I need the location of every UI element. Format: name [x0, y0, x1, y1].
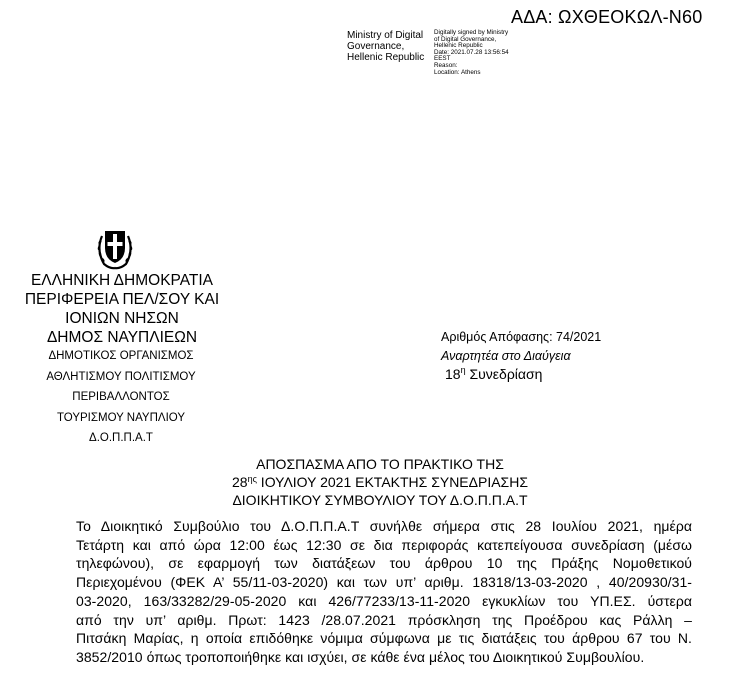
- body-line: 03-2020, 163/33282/29-05-2020 και 426/77233/13-11-2020 εγκυκλίων του ΥΠ.ΕΣ. ύστερα: [76, 592, 692, 609]
- signature-detail-line: Date: 2021.07.28 13:56:54: [434, 48, 509, 56]
- body-line: τηλεφώνου), σε εφαρμογή των διατάξεων του άρθρου 10 της Πράξης Νομοθετικού: [76, 555, 692, 572]
- ada-code: ΑΔΑ: ΩΧΘΕΟΚΩΛ-Ν60: [511, 7, 703, 27]
- organization-name: [26, 346, 216, 449]
- title-line-2-rest: ΙΟΥΛΙΟΥ 2021 ΕΚΤΑΚΤΗΣ ΣΥΝΕΔΡΙΑΣΗΣ: [256, 474, 528, 490]
- signature-details: [434, 30, 509, 76]
- signer-line: Ministry of Digital: [347, 30, 424, 41]
- document-title: [150, 455, 610, 509]
- header-line: ΕΛΛΗΝΙΚΗ ΔΗΜΟΚΡΑΤΙΑ: [30, 272, 214, 289]
- signature-detail-line: EEST: [434, 55, 451, 63]
- organization-line: ΤΟΥΡΙΣΜΟΥ ΝΑΥΠΛΙΟΥ: [56, 411, 186, 424]
- title-day-suffix: ης: [247, 474, 257, 484]
- signer-line: Hellenic Republic: [347, 52, 425, 63]
- title-day: 28: [232, 474, 248, 490]
- title-line-2: [150, 473, 610, 491]
- header-line: ΠΕΡΙΦΕΡΕΙΑ ΠΕΛ/ΣΟΥ ΚΑΙ: [24, 291, 220, 308]
- session-number-suffix: η: [460, 365, 466, 375]
- organization-line: Δ.Ο.Π.Π.Α.Τ: [89, 432, 153, 444]
- session-number: [445, 366, 466, 382]
- organization-line: ΑΘΛΗΤΙΣΜΟΥ ΠΟΛΙΤΙΣΜΟΥ: [46, 370, 196, 383]
- issuer-header: [0, 271, 244, 347]
- organization-line: ΔΗΜΟΤΙΚΟΣ ΟΡΓΑΝΙΣΜΟΣ: [48, 350, 194, 362]
- body-paragraph: [76, 517, 692, 667]
- signature-detail-line: of Digital Governance,: [434, 35, 497, 43]
- body-line: Περιεχομένου (ΦΕΚ Α’ 55/11-03-2020) και των υπ’ αριθμ. 18318/13-03-2020 , 40/20930/31-: [76, 574, 692, 591]
- body-line: Τετάρτη και από ώρα 12:00 έως 12:30 σε δια περιφοράς κατεπείγουσα συνεδρίαση (μέσω: [76, 536, 692, 553]
- organization-line: ΠΕΡΙΒΑΛΛΟΝΤΟΣ: [72, 391, 170, 403]
- body-line: Πιτσάκη Μαρίας, η οποία επιδόθηκε νόμιμα σύμφωνα με τις διατάξεις του άρθρου 67 του Ν.: [76, 630, 692, 647]
- header-line: ΙΟΝΙΩΝ ΝΗΣΩΝ: [65, 310, 179, 327]
- diavgeia-notice: Αναρτητέα στο Διαύγεια: [441, 349, 571, 363]
- coat-of-arms-icon: [94, 226, 136, 270]
- decision-number: Αριθμός Απόφασης: 74/2021: [441, 330, 602, 344]
- signature-detail-line: Digitally signed by Ministry: [434, 29, 509, 36]
- body-line: 3852/2010 όπως τροποποιήθηκε και ισχύει, σε κάθε ένα μέλος του Διοικητικού Συμβουλίου.: [76, 648, 645, 665]
- signature-detail-line: Hellenic Republic: [434, 42, 483, 50]
- signature-signer: [347, 30, 424, 63]
- session-number-value: 18: [445, 366, 461, 382]
- body-line: από την υπ’ αριθμ. Πρωτ: 1423 /28.07.2021 πρόσκληση της Προέδρου κας Ράλλη –: [76, 611, 692, 628]
- body-line: Το Διοικητικό Συμβούλιο του Δ.Ο.Π.Π.Α.Τ συνήλθε σήμερα στις 28 Ιουλίου 2021, ημέρα: [76, 518, 692, 534]
- signer-line: Governance,: [347, 41, 405, 52]
- signature-detail-line: Reason:: [434, 61, 458, 69]
- session-text: Συνεδρίαση: [469, 366, 543, 382]
- session-label: [445, 365, 542, 382]
- signature-detail-line: Location: Athens: [434, 68, 481, 76]
- header-line: ΔΗΜΟΣ ΝΑΥΠΛΙΕΩΝ: [46, 329, 198, 346]
- title-line-3: ΔΙΟΙΚΗΤΙΚΟΥ ΣΥΜΒΟΥΛΙΟΥ ΤΟΥ Δ.Ο.Π.Π.Α.Τ: [232, 492, 528, 508]
- title-line-1: ΑΠΟΣΠΑΣΜΑ ΑΠΟ ΤΟ ΠΡΑΚΤΙΚΟ ΤΗΣ: [256, 456, 504, 472]
